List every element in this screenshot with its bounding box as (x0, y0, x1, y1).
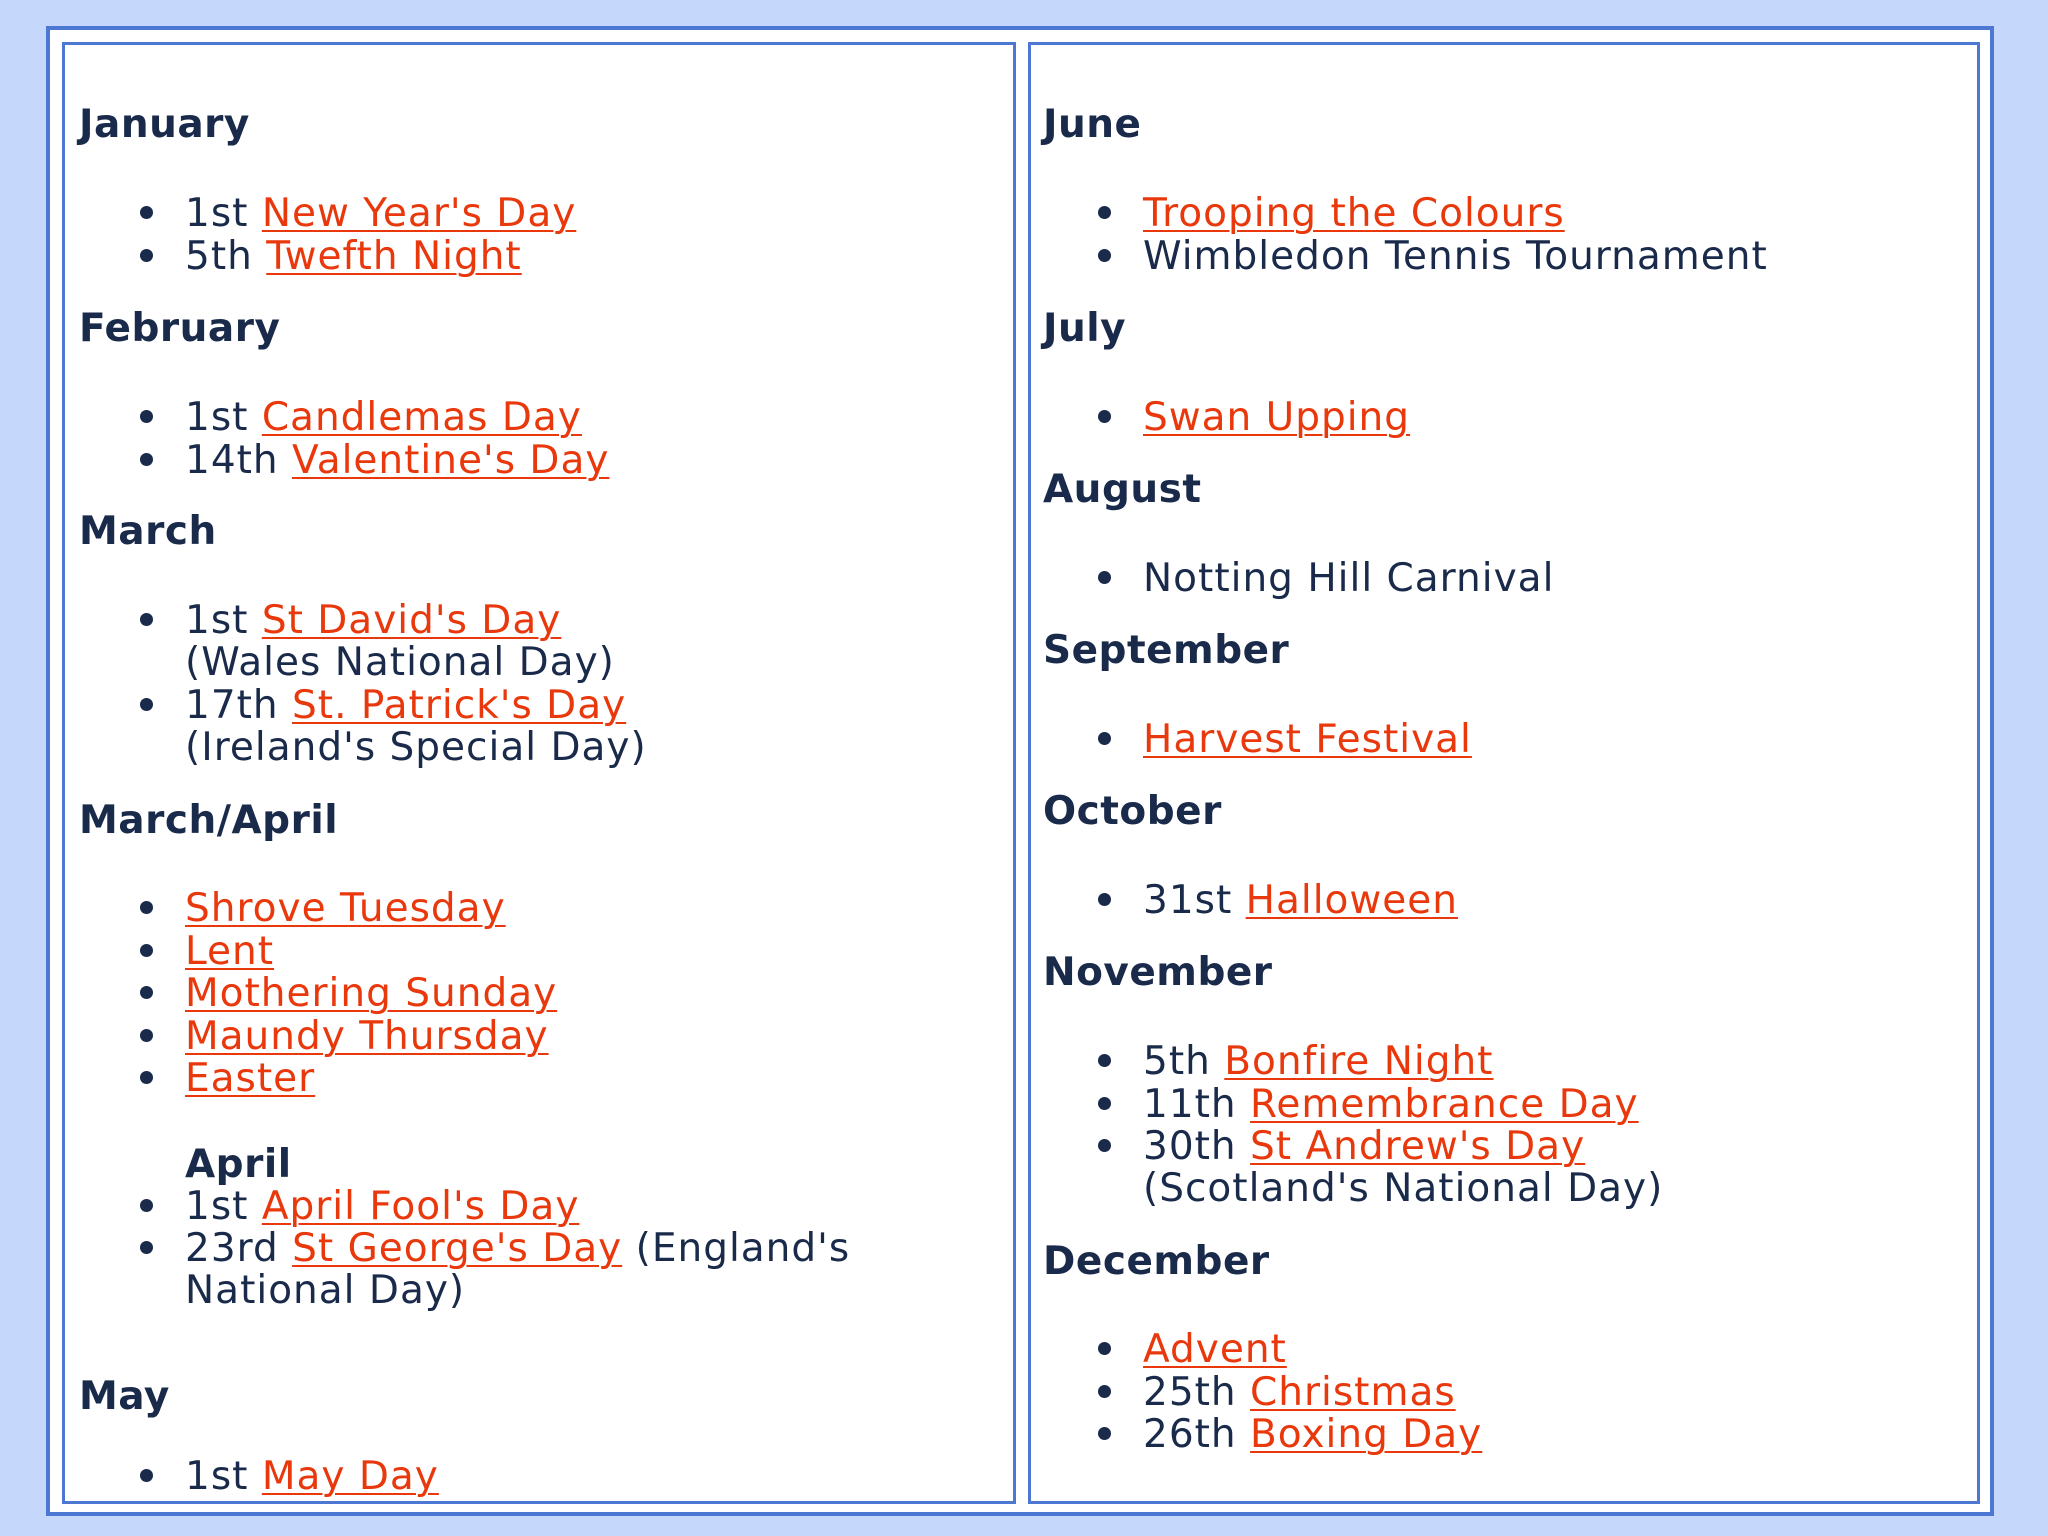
event-date: 1st (185, 1454, 262, 1499)
list-item (1143, 1084, 1639, 1126)
event-link-maundy-thursday[interactable]: Maundy Thursday (185, 1014, 549, 1059)
list-item (1143, 397, 1410, 439)
event-date: 5th (185, 234, 267, 279)
bullet-icon (140, 453, 153, 466)
event-date: 17th (185, 683, 293, 728)
event-link-valentines-day[interactable]: Valentine's Day (292, 438, 610, 483)
month-heading-july: July (1043, 306, 1127, 351)
event-note: (Scotland's National Day) (1143, 1166, 1664, 1211)
bullet-icon (1098, 206, 1111, 219)
bullet-icon (1098, 1385, 1111, 1398)
event-link-remembrance-day[interactable]: Remembrance Day (1250, 1082, 1639, 1127)
list-item (1143, 193, 1565, 235)
list-item (185, 1186, 579, 1228)
bullet-icon (140, 986, 153, 999)
event-link-new-years-day[interactable]: New Year's Day (261, 191, 577, 236)
event-text-notting-hill: Notting Hill Carnival (1143, 556, 1555, 601)
event-date: 11th (1143, 1082, 1251, 1127)
event-date: 1st (185, 191, 262, 236)
list-item (1143, 1372, 1456, 1414)
bullet-icon (1098, 571, 1111, 584)
list-item (1143, 1329, 1287, 1371)
right-column (1028, 42, 1980, 1504)
event-link-easter[interactable]: Easter (185, 1056, 316, 1101)
month-heading-december: December (1043, 1239, 1270, 1284)
event-link-april-fools-day[interactable]: April Fool's Day (261, 1184, 580, 1229)
list-item (1143, 1041, 1493, 1083)
list-item (185, 1016, 549, 1058)
list-item (1143, 719, 1472, 761)
month-heading-november: November (1043, 950, 1273, 995)
left-column (62, 42, 1016, 1504)
event-note-inline: (England's (622, 1226, 851, 1271)
bullet-icon (140, 1071, 153, 1084)
list-item (185, 1058, 315, 1100)
event-date: 1st (185, 395, 262, 440)
bullet-icon (140, 698, 153, 711)
month-heading-march-april: March/April (79, 798, 339, 843)
month-heading-september: September (1043, 628, 1290, 673)
event-link-shrove-tuesday[interactable]: Shrove Tuesday (185, 886, 506, 931)
event-date: 5th (1143, 1039, 1225, 1084)
month-heading-february: February (79, 306, 281, 351)
list-item (185, 931, 274, 973)
event-link-lent[interactable]: Lent (185, 929, 275, 974)
list-item (185, 1228, 850, 1312)
event-date: 31st (1143, 878, 1246, 923)
bullet-icon (1098, 410, 1111, 423)
month-heading-may: May (79, 1374, 170, 1419)
bullet-icon (140, 206, 153, 219)
event-date: 23rd (185, 1226, 293, 1271)
month-heading-august: August (1043, 467, 1202, 512)
list-item (185, 1456, 439, 1498)
event-link-advent[interactable]: Advent (1143, 1327, 1287, 1372)
event-link-st-georges-day[interactable]: St George's Day (292, 1226, 623, 1271)
list-item (185, 397, 582, 439)
bullet-icon (140, 1241, 153, 1254)
event-note: (Wales National Day) (185, 640, 615, 685)
bullet-icon (140, 249, 153, 262)
list-item (1143, 1414, 1482, 1456)
event-note: National Day) (185, 1268, 466, 1313)
event-link-christmas[interactable]: Christmas (1250, 1370, 1456, 1415)
event-date: 25th (1143, 1370, 1251, 1415)
event-link-st-davids-day[interactable]: St David's Day (261, 598, 562, 643)
event-link-st-patricks-day[interactable]: St. Patrick's Day (292, 683, 627, 728)
calendar-frame (46, 26, 1994, 1516)
list-item (185, 888, 506, 930)
list-item (1143, 236, 1768, 278)
event-link-boxing-day[interactable]: Boxing Day (1250, 1412, 1483, 1457)
event-date: 1st (185, 598, 262, 643)
bullet-icon (140, 410, 153, 423)
bullet-icon (1098, 1342, 1111, 1355)
event-date: 26th (1143, 1412, 1251, 1457)
list-item (185, 440, 609, 482)
event-date: 30th (1143, 1124, 1251, 1169)
list-item (185, 600, 615, 684)
bullet-icon (140, 1469, 153, 1482)
bullet-icon (1098, 893, 1111, 906)
month-heading-march: March (79, 509, 217, 554)
month-heading-june: June (1043, 102, 1142, 147)
list-item (185, 973, 557, 1015)
bullet-icon (1098, 1139, 1111, 1152)
list-item (1143, 880, 1458, 922)
list-item (1143, 1126, 1663, 1210)
list-item (1143, 558, 1554, 600)
list-item (185, 685, 647, 769)
event-link-bonfire-night[interactable]: Bonfire Night (1224, 1039, 1494, 1084)
event-link-halloween[interactable]: Halloween (1245, 878, 1459, 923)
list-item (185, 193, 576, 235)
event-link-swan-upping[interactable]: Swan Upping (1143, 395, 1411, 440)
event-link-st-andrews-day[interactable]: St Andrew's Day (1250, 1124, 1586, 1169)
event-date: 1st (185, 1184, 262, 1229)
event-date: 14th (185, 438, 293, 483)
month-heading-april: April (185, 1142, 292, 1187)
bullet-icon (1098, 1054, 1111, 1067)
event-note: (Ireland's Special Day) (185, 725, 647, 770)
bullet-icon (140, 944, 153, 957)
month-heading-october: October (1043, 789, 1222, 834)
event-link-mothering-sunday[interactable]: Mothering Sunday (185, 971, 558, 1016)
bullet-icon (140, 1029, 153, 1042)
bullet-icon (1098, 1097, 1111, 1110)
list-item (185, 236, 522, 278)
bullet-icon (1098, 1427, 1111, 1440)
bullet-icon (1098, 249, 1111, 262)
event-link-candlemas-day[interactable]: Candlemas Day (261, 395, 582, 440)
bullet-icon (140, 613, 153, 626)
month-heading-january: January (79, 102, 250, 147)
bullet-icon (140, 901, 153, 914)
event-text-wimbledon: Wimbledon Tennis Tournament (1143, 234, 1768, 279)
event-link-harvest-festival[interactable]: Harvest Festival (1143, 717, 1472, 762)
event-link-twelfth-night[interactable]: Twefth Night (266, 234, 522, 279)
event-link-may-day[interactable]: May Day (261, 1454, 439, 1499)
bullet-icon (140, 1199, 153, 1212)
bullet-icon (1098, 732, 1111, 745)
event-link-trooping-the-colours[interactable]: Trooping the Colours (1143, 191, 1565, 236)
